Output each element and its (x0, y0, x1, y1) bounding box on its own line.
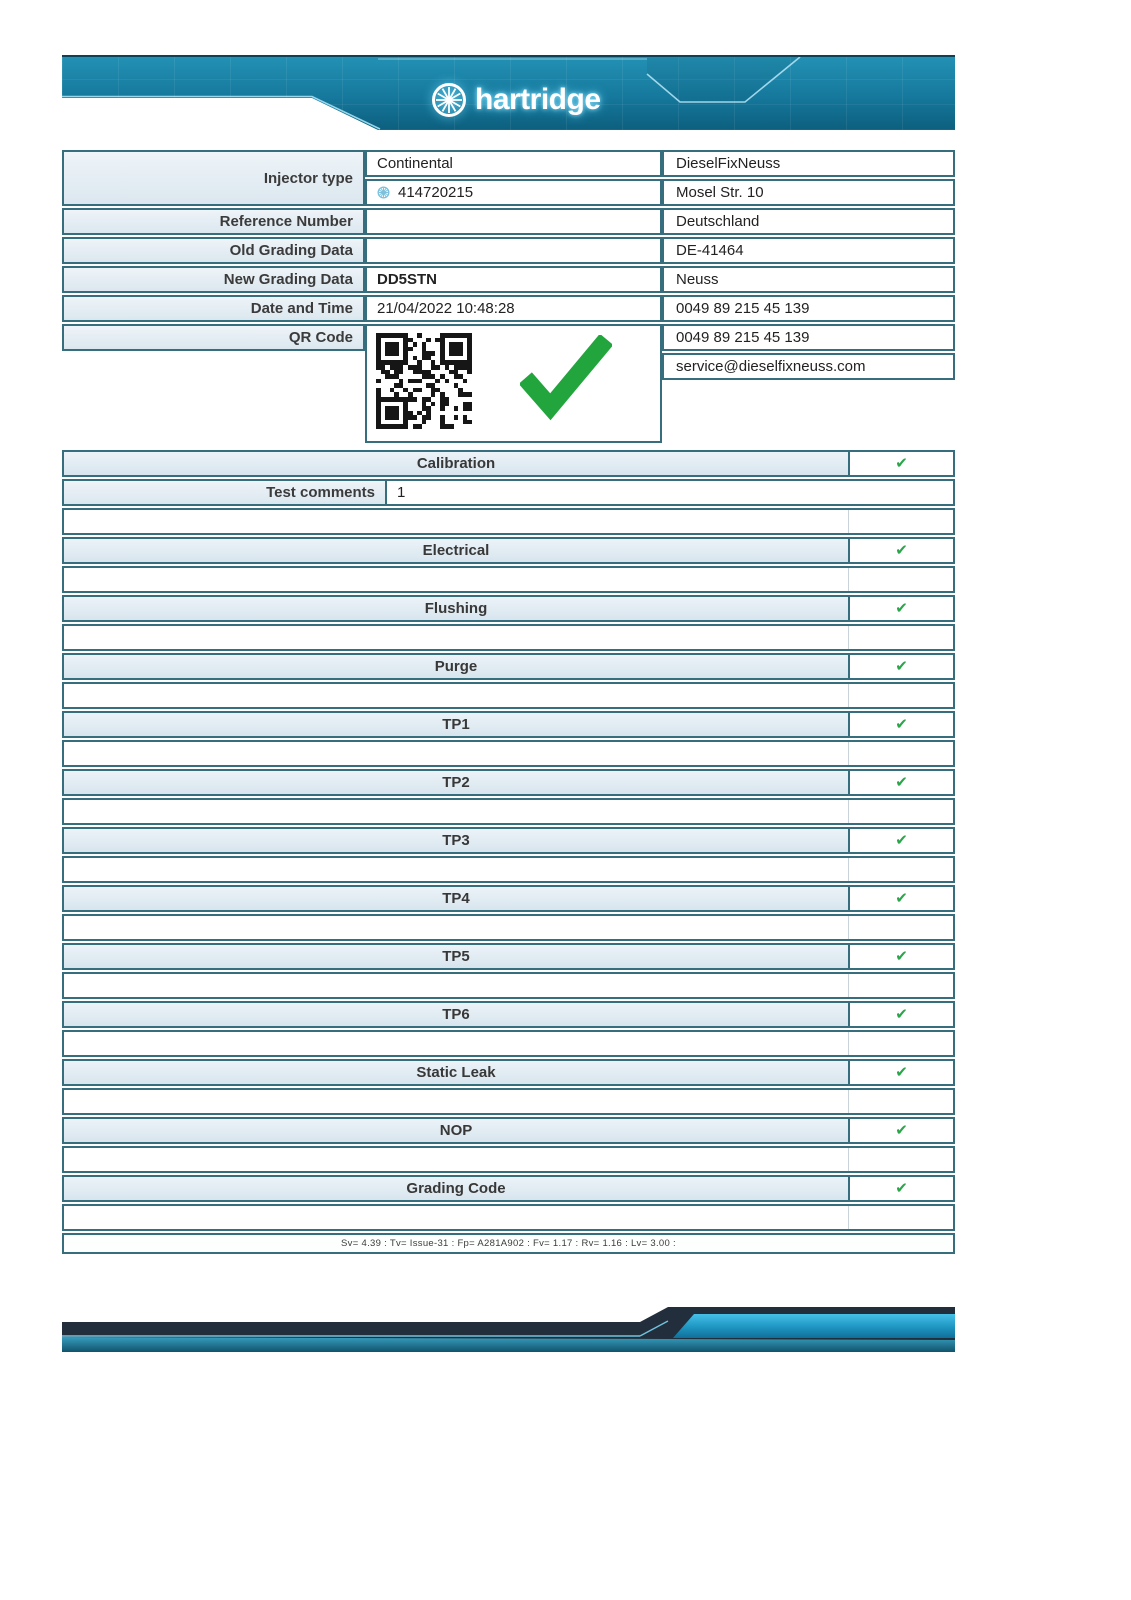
section-comment-area (62, 740, 955, 767)
check-icon: ✔ (895, 658, 908, 675)
check-icon: ✔ (895, 890, 908, 907)
old-grading-value (365, 237, 662, 264)
section-title-cell (64, 713, 850, 736)
new-grading-label: New Grading Data (62, 266, 365, 293)
injector-type-value: Continental (365, 150, 662, 177)
section-empty-check (849, 800, 953, 823)
section-comment-area (62, 972, 955, 999)
version-info-row: Sv= 4.39 : Tv= Issue-31 : Fp= A281A902 : Fv= 1.17 : Rv= 1.16 : Lv= 3.00 : (62, 1233, 955, 1254)
info-value-column (365, 150, 662, 445)
section-title-cell (64, 829, 850, 852)
section-empty-main (64, 800, 849, 823)
test-comments-row (62, 479, 955, 506)
qr-code-cell (365, 324, 662, 443)
check-icon: ✔ (895, 455, 908, 472)
company-name: DieselFixNeuss (662, 150, 955, 177)
section-label: TP2 (442, 774, 470, 791)
test-comments-label: Test comments (64, 481, 387, 504)
results-table (62, 450, 955, 1254)
injector-number-text: 414720215 (398, 184, 474, 201)
injector-info-table (62, 150, 955, 450)
section-empty-main (64, 510, 849, 533)
section-pass-cell (850, 1177, 953, 1200)
section-header-flushing (62, 595, 955, 622)
section-comment-area (62, 566, 955, 593)
hartridge-logo (430, 81, 601, 119)
check-icon: ✔ (895, 948, 908, 965)
section-header-tp6 (62, 1001, 955, 1028)
qr-code-label: QR Code (62, 324, 365, 351)
check-icon: ✔ (895, 716, 908, 733)
section-label: Grading Code (406, 1180, 506, 1197)
section-comment-area (62, 1030, 955, 1057)
test-comments-value: 1 (397, 484, 406, 501)
section-title-cell (64, 945, 850, 968)
section-pass-cell (850, 597, 953, 620)
section-empty-main (64, 858, 849, 881)
section-empty-main (64, 1090, 849, 1113)
reference-number-label: Reference Number (62, 208, 365, 235)
section-label: Electrical (422, 542, 490, 559)
section-title-cell (64, 1177, 850, 1200)
section-header-tp1 (62, 711, 955, 738)
date-time-value: 21/04/2022 10:48:28 (365, 295, 662, 322)
section-header-tp3 (62, 827, 955, 854)
section-empty-check (849, 1206, 953, 1229)
section-empty-main (64, 742, 849, 765)
company-city: Neuss (662, 266, 955, 293)
footer-banner (62, 1306, 955, 1352)
section-empty-main (64, 1206, 849, 1229)
qr-code (376, 333, 612, 429)
date-time-label: Date and Time (62, 295, 365, 322)
check-icon: ✔ (895, 542, 908, 559)
section-header-electrical (62, 537, 955, 564)
section-comment-area (62, 798, 955, 825)
section-pass-cell (850, 1119, 953, 1142)
section-header-tp4 (62, 885, 955, 912)
section-pass-cell (850, 887, 953, 910)
section-pass-cell (850, 452, 953, 475)
section-comment-area (62, 1088, 955, 1115)
section-title-cell (64, 1119, 850, 1142)
check-icon: ✔ (895, 1180, 908, 1197)
section-empty-main (64, 568, 849, 591)
section-title-cell (64, 1061, 850, 1084)
section-comment-area (62, 856, 955, 883)
section-empty-check (849, 742, 953, 765)
company-postcode: DE-41464 (662, 237, 955, 264)
injector-number-value (365, 179, 662, 206)
section-empty-check (849, 974, 953, 997)
check-icon: ✔ (895, 1122, 908, 1139)
reference-number-value (365, 208, 662, 235)
section-header-grading-code (62, 1175, 955, 1202)
section-empty-check (849, 568, 953, 591)
section-header-static-leak (62, 1059, 955, 1086)
section-comment-area (62, 508, 955, 535)
section-empty-main (64, 974, 849, 997)
section-empty-check (849, 1032, 953, 1055)
footer-banner-shape (62, 1306, 955, 1352)
section-empty-check (849, 684, 953, 707)
section-empty-main (64, 916, 849, 939)
section-title-cell (64, 1003, 850, 1026)
section-header-purge (62, 653, 955, 680)
injector-type-label: Injector type (62, 150, 365, 206)
section-comment-area (62, 914, 955, 941)
section-empty-main (64, 684, 849, 707)
section-comment-area (62, 1204, 955, 1231)
section-empty-check (849, 1148, 953, 1171)
section-pass-cell (850, 1003, 953, 1026)
section-empty-check (849, 916, 953, 939)
section-comment-area (62, 1146, 955, 1173)
company-phone-1: 0049 89 215 45 139 (662, 295, 955, 322)
section-pass-cell (850, 771, 953, 794)
injector-wheel-icon (377, 186, 390, 199)
company-country: Deutschland (662, 208, 955, 235)
check-icon: ✔ (895, 832, 908, 849)
check-icon: ✔ (895, 774, 908, 791)
section-label: Flushing (424, 600, 488, 617)
qr-code-image (376, 333, 472, 429)
new-grading-value: DD5STN (365, 266, 662, 293)
section-label: TP3 (442, 832, 470, 849)
header-banner (62, 55, 955, 130)
company-street: Mosel Str. 10 (662, 179, 955, 206)
section-title-cell (64, 539, 850, 562)
logo-text: hartridge (475, 83, 601, 116)
company-email: service@dieselfixneuss.com (662, 353, 955, 380)
section-title-cell (64, 655, 850, 678)
company-info-column (662, 150, 955, 382)
section-title-cell (64, 887, 850, 910)
info-label-column (62, 150, 365, 353)
section-label: Purge (434, 658, 478, 675)
section-label: Calibration (416, 455, 496, 472)
section-empty-check (849, 626, 953, 649)
section-empty-main (64, 626, 849, 649)
section-label: TP5 (442, 948, 470, 965)
check-icon: ✔ (895, 1006, 908, 1023)
section-title-cell (64, 452, 850, 475)
section-pass-cell (850, 539, 953, 562)
section-label: TP6 (442, 1006, 470, 1023)
section-pass-cell (850, 713, 953, 736)
section-pass-cell (850, 1061, 953, 1084)
section-header-tp2 (62, 769, 955, 796)
section-empty-check (849, 510, 953, 533)
section-label: TP1 (442, 716, 470, 733)
section-empty-main (64, 1032, 849, 1055)
section-pass-cell (850, 829, 953, 852)
company-phone-2: 0049 89 215 45 139 (662, 324, 955, 351)
section-label: TP4 (442, 890, 470, 907)
check-icon: ✔ (895, 600, 908, 617)
section-pass-cell (850, 945, 953, 968)
section-header-calibration (62, 450, 955, 477)
section-comment-area (62, 682, 955, 709)
section-label: Static Leak (416, 1064, 496, 1081)
check-icon: ✔ (895, 1064, 908, 1081)
old-grading-label: Old Grading Data (62, 237, 365, 264)
section-empty-check (849, 858, 953, 881)
section-header-tp5 (62, 943, 955, 970)
section-title-cell (64, 597, 850, 620)
section-label: NOP (439, 1122, 473, 1139)
section-empty-main (64, 1148, 849, 1171)
hartridge-wheel-icon (430, 81, 468, 119)
section-title-cell (64, 771, 850, 794)
section-comment-area (62, 624, 955, 651)
big-check-icon (520, 335, 612, 427)
section-pass-cell (850, 655, 953, 678)
section-empty-check (849, 1090, 953, 1113)
section-header-nop (62, 1117, 955, 1144)
